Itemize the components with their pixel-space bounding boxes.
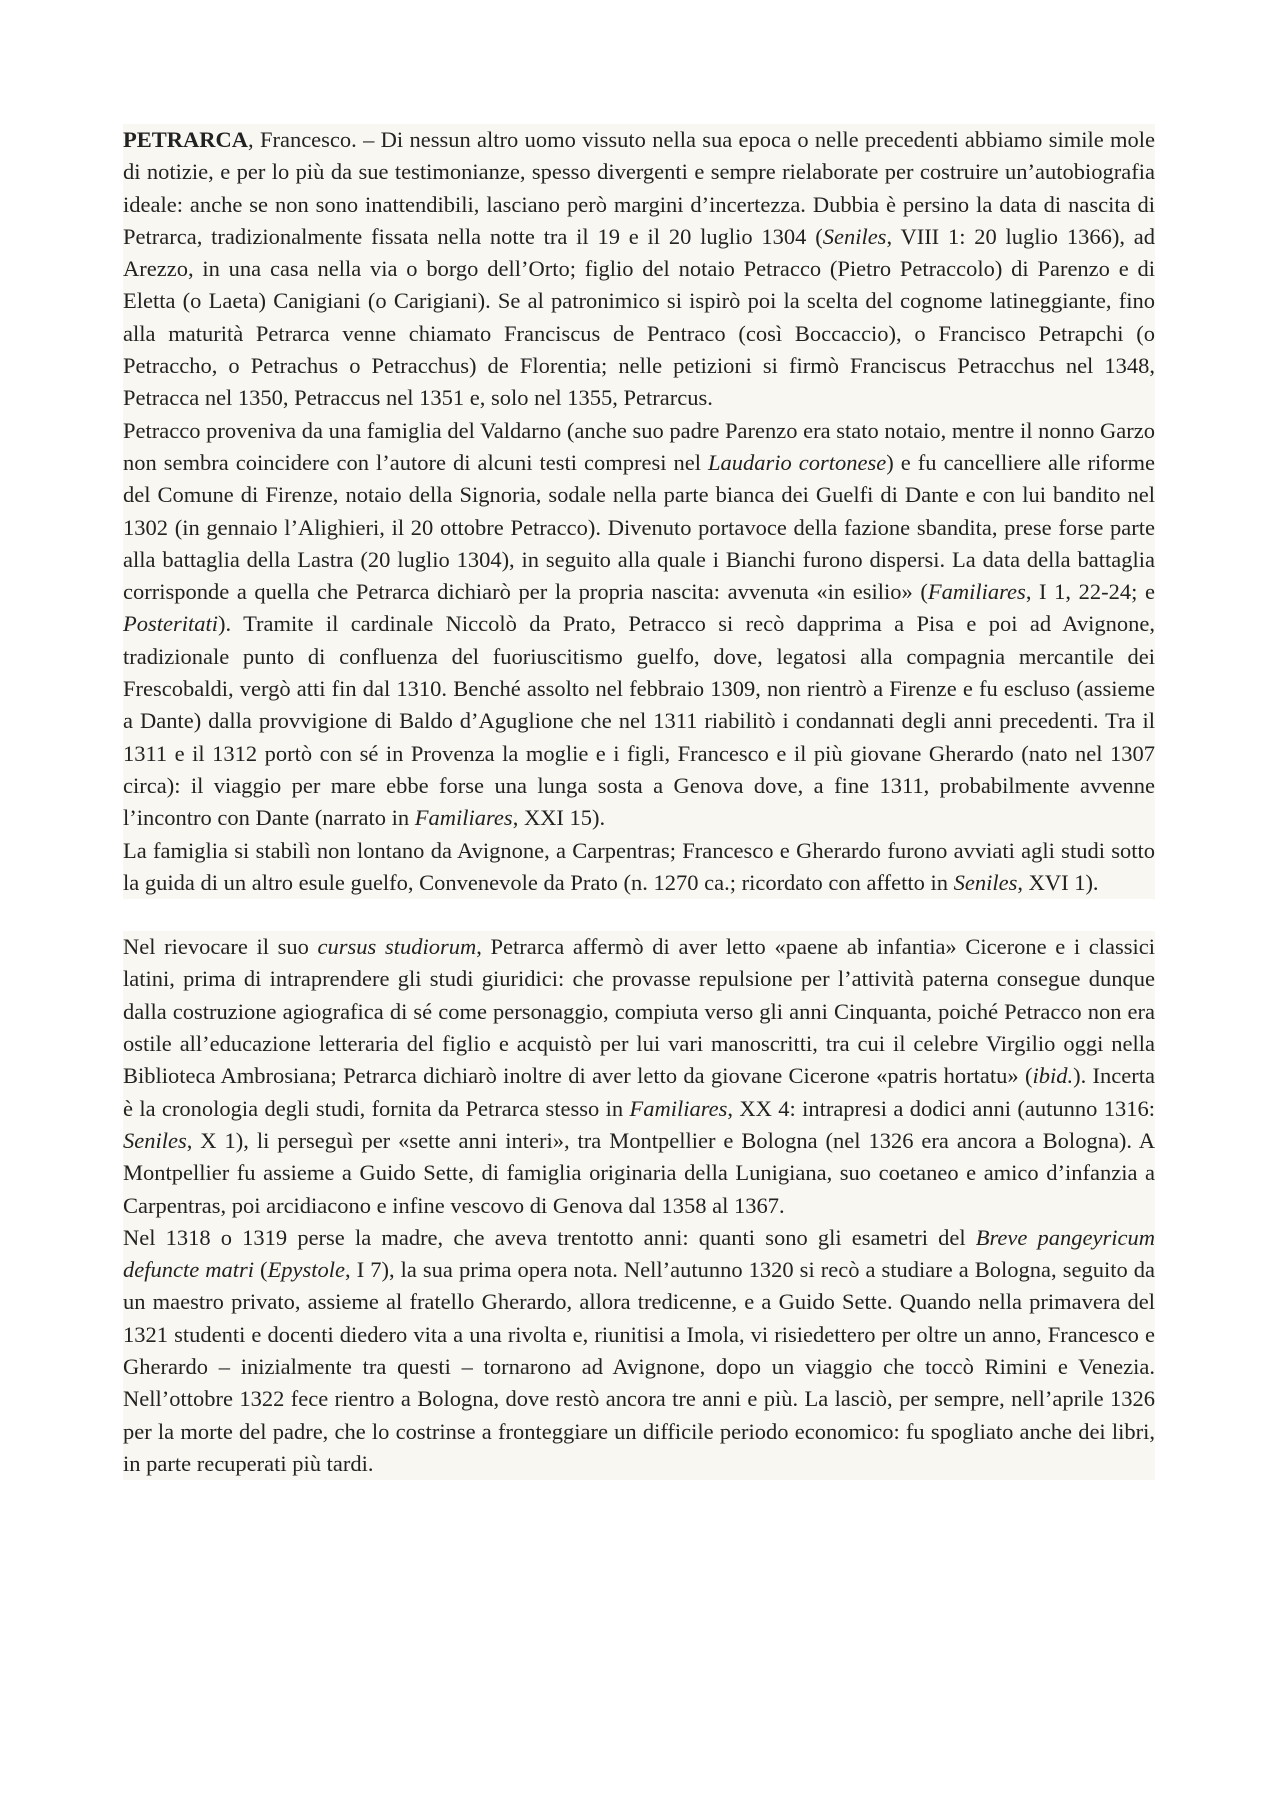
title-ref: ibid.	[1032, 1063, 1074, 1089]
title-ref: Laudario cortonese	[708, 449, 887, 475]
paragraph-4	[123, 931, 1155, 1222]
text-run: , Petrarca affermò di aver letto «paene ab infantia» Cicerone e i classici latini, prima di intraprendere gli studi giuridici: che provasse repulsione per l’attività paterna consegue dunque dalla costruzione agiografica di sé come personaggio, compiuta verso gli anni Cinquanta, poiché Petracco non era ostile all’educazione letteraria del figlio e acquistò per lui vari manoscritti, tra cui il celebre Virgilio oggi nella Biblioteca Ambrosiana; Petrarca dichiarò inoltre di aver letto da giovane Cicerone «patris hortatu» (	[123, 934, 1155, 1089]
title-ref: Familiares	[927, 579, 1026, 605]
title-ref: Familiares	[414, 805, 513, 831]
document-page	[123, 124, 1155, 1480]
text-run: Nel 1318 o 1319 perse la madre, che aveva trentotto anni: quanti sono gli esametri del	[123, 1224, 976, 1250]
text-run: ). Incerta è la cronologia degli studi, fornita da Petrarca stesso in	[123, 1063, 1155, 1121]
title-ref: cursus studiorum	[317, 934, 477, 960]
text-run: , X 1), li perseguì per «sette anni interi», tra Montpellier e Bologna (nel 1326 era ancora a Bologna). A Montpellier fu assieme a Guido Sette, di famiglia originaria della Lunigiana, suo coetaneo e amico d’infanzia a Carpentras, poi arcidiacono e infine vescovo di Genova dal 1358 al 1367.	[123, 1127, 1155, 1218]
text-run: , I 7), la sua prima opera nota. Nell’autunno 1320 si recò a studiare a Bologna, seguito da un maestro privato, assieme al fratello Gherardo, allora tredicenne, e a Guido Sette. Quando nella primavera del 1321 studenti e docenti diedero vita a una rivolta e, riunitisi a Imola, vi risiedettero per oltre un anno, Francesco e Gherardo – inizialmente tra questi – tornarono ad Avignone, dopo un viaggio che toccò Rimini e Venezia. Nell’ottobre 1322 fece rientro a Bologna, dove restò ancora tre anni e più. La lasciò, per sempre, nell’aprile 1326 per la morte del padre, che lo costrinse a fronteggiare un difficile periodo economico: fu spogliato anche dei libri, in parte recuperati più tardi.	[123, 1257, 1155, 1476]
title-ref: Seniles	[822, 223, 887, 249]
title-ref: Seniles	[953, 869, 1018, 895]
text-run: (	[254, 1257, 268, 1283]
text-run: , XX 4: intrapresi a dodici anni (autunno 1316:	[727, 1095, 1155, 1121]
title-ref: Epystole	[267, 1257, 346, 1283]
paragraph-1	[123, 124, 1155, 415]
title-ref: Posteritati	[123, 611, 218, 637]
paragraph-3	[123, 835, 1155, 900]
paragraph-spacer	[123, 899, 1155, 931]
text-run: ). Tramite il cardinale Niccolò da Prato, Petracco si recò dapprima a Pisa e poi ad Avignone, tradizionale punto di confluenza del fuoriuscitismo guelfo, dove, legatosi alla compagnia mercantile dei Frescobaldi, vergò atti fin dal 1310. Benché assolto nel febbraio 1309, non rientrò a Firenze e fu escluso (assieme a Dante) dalla provvigione di Baldo d’Aguglione che nel 1311 riabilitò i condannati degli anni precedenti. Tra il 1311 e il 1312 portò con sé in Provenza la moglie e i figli, Francesco e il più giovane Gherardo (nato nel 1307 circa): il viaggio per mare ebbe forse una lunga sosta a Genova dove, a fine 1311, probabilmente avvenne l’incontro con Dante (narrato in	[123, 611, 1155, 831]
text-run: Petracco proveniva da una famiglia del Valdarno (anche suo padre Parenzo era stato notaio, mentre il nonno Garzo non sembra coincidere con l’autore di alcuni testi compresi nel	[123, 417, 1155, 475]
text-run: , I 1, 22-24; e	[1025, 579, 1155, 605]
title-ref: Familiares	[629, 1095, 728, 1121]
title-ref: Breve pangeyricum defuncte matri	[123, 1224, 1155, 1283]
paragraph-2	[123, 415, 1155, 835]
paragraph-5	[123, 1222, 1155, 1480]
text-run: , Francesco. – Di nessun altro uomo vissuto nella sua epoca o nelle precedenti abbiamo simile mole di notizie, e per lo più da sue testimonianze, spesso divergenti e sempre rielaborate per costruire un’autobiografia ideale: anche se non sono inattendibili, lasciano però margini d’incertezza. Dubbia è persino la data di nascita di Petrarca, tradizionalmente fissata nella notte tra il 19 e il 20 luglio 1304 (	[123, 127, 1155, 249]
text-run: , XVI 1).	[1017, 869, 1099, 895]
text-run: La famiglia si stabilì non lontano da Avignone, a Carpentras; Francesco e Gherardo furono avviati agli studi sotto la guida di un altro esule guelfo, Convenevole da Prato (n. 1270 ca.; ricordato con affetto in	[123, 837, 1155, 895]
title-ref: Seniles	[123, 1127, 187, 1153]
entry-lemma: PETRARCA	[123, 127, 249, 152]
text-run: ) e fu cancelliere alle riforme del Comune di Firenze, notaio della Signoria, sodale nella parte bianca dei Guelfi di Dante e con lui bandito nel 1302 (in gennaio l’Alighieri, il 20 ottobre Petracco). Divenuto portavoce della fazione sbandita, prese forse parte alla battaglia della Lastra (20 luglio 1304), in seguito alla quale i Bianchi furono dispersi. La data della battaglia corrisponde a quella che Petrarca dichiarò per la propria nascita: avvenuta «in esilio» (	[123, 449, 1155, 605]
text-run: Nel rievocare il suo	[123, 934, 318, 960]
text-run: , XXI 15).	[512, 805, 606, 831]
text-run: , VIII 1: 20 luglio 1366), ad Arezzo, in una casa nella via o borgo dell’Orto; figlio del notaio Petracco (Pietro Petraccolo) di Parenzo e di Eletta (o Laeta) Canigiani (o Carigiani). Se al patronimico si ispirò poi la scelta del cognome latineggiante, fino alla maturità Petrarca venne chiamato Franciscus de Pentraco (così Boccaccio), o Francisco Petrapchi (o Petraccho, o Petrachus o Petracchus) de Florentia; nelle petizioni si firmò Franciscus Petracchus nel 1348, Petracca nel 1350, Petraccus nel 1351 e, solo nel 1355, Petrarcus.	[123, 223, 1155, 411]
